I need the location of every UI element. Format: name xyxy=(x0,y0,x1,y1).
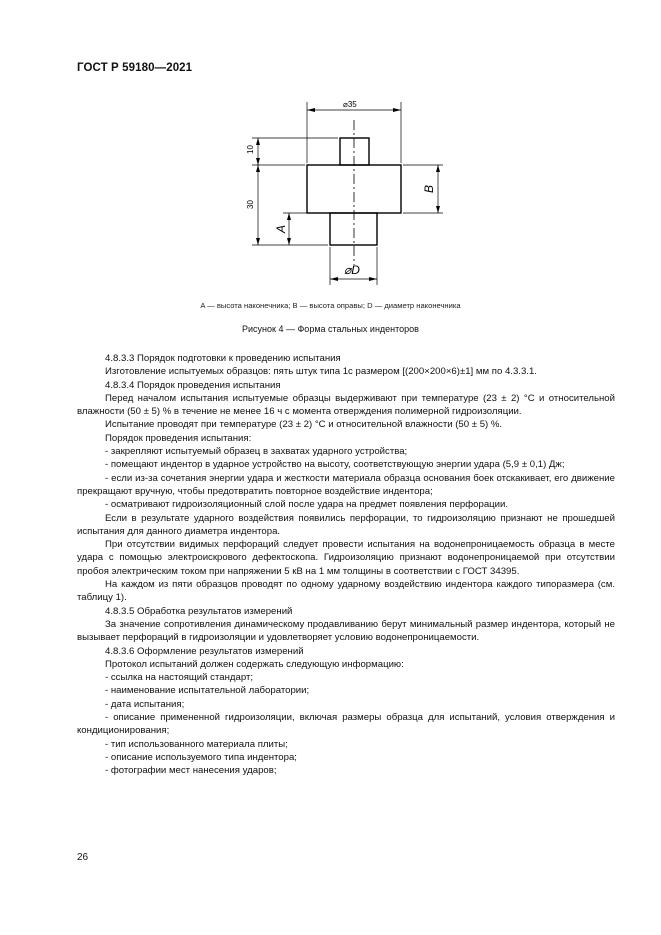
list-item: - закрепляют испытуемый образец в захватах ударного устройства; xyxy=(105,446,408,458)
list-item: - помещают индентор в ударное устройство на высоту, соответствующую энергии удара (5,9 ± 0,1) Дж; xyxy=(105,459,565,471)
paragraph: При отсутствии видимых перфораций следует провести испытания на водонепроницаемость образца в месте удара с помощью электроискрового дефектоскопа. Гидроизоляцию признают водонепроницаемой при отсутствии пробоя электрическим током при напряжении 5 кВ на 1 мм толщины в соответствии с ГОСТ 34395. xyxy=(77,539,615,577)
document-header: ГОСТ Р 59180—2021 xyxy=(77,62,193,74)
section-heading: 4.8.3.6 Оформление результатов измерений xyxy=(105,645,304,657)
document-body xyxy=(77,352,615,778)
paragraph: Изготовление испытуемых образцов: пять штук типа 1с размером [(200×200×6)±1] мм по 4.3.3.1. xyxy=(105,366,537,378)
page-number: 26 xyxy=(77,852,89,863)
list-item: - наименование испытательной лаборатории; xyxy=(105,685,310,697)
paragraph: Если в результате ударного воздействия появились перфорации, то гидроизоляцию признают не прошедшей испытания для данного диаметра индентора. xyxy=(77,512,615,537)
list-item: - фотографии мест нанесения ударов; xyxy=(105,765,277,777)
figure-caption: Рисунок 4 — Форма стальных инденторов xyxy=(242,324,419,334)
dim-10: 10 xyxy=(246,145,255,154)
label-d: ⌀D xyxy=(344,263,360,277)
section-heading: 4.8.3.5 Обработка результатов измерений xyxy=(105,605,293,617)
dim-diameter-35: ⌀35 xyxy=(343,100,357,109)
paragraph: За значение сопротивления динамическому продавливанию берут минимальный размер индентора, который не вызывает перфораций в гидроизоляции и удовлетворяет условию водонепроницаемости. xyxy=(77,618,615,644)
list-item: - осматривают гидроизоляционный слой после удара на предмет появления перфорации. xyxy=(105,499,509,511)
list-item: - дата испытания; xyxy=(105,698,185,710)
section-heading: 4.8.3.4 Порядок проведения испытания xyxy=(105,379,281,391)
list-item: - ссылка на настоящий стандарт; xyxy=(105,672,254,684)
label-a: A xyxy=(274,224,288,233)
label-b: B xyxy=(422,184,436,193)
paragraph: Протокол испытаний должен содержать следующую информацию: xyxy=(105,658,404,670)
paragraph: Перед началом испытания испытуемые образцы выдерживают при температуре (23 ± 2) °С и относительной влажности (50 ± 5) % в течение не менее 16 ч с момента отверждения полимерной гидроизоляции. xyxy=(77,392,615,418)
indenter-drawing xyxy=(0,0,661,300)
paragraph: Испытание проводят при температуре (23 ± 2) °С и относительной влажности (50 ± 5) %. xyxy=(105,419,503,431)
paragraph: На каждом из пяти образцов проводят по одному ударному воздействию индентора каждого типоразмера (см. таблицу 1). xyxy=(77,579,615,604)
paragraph: Порядок проведения испытания: xyxy=(105,432,252,444)
section-heading: 4.8.3.3 Порядок подготовки к проведению испытания xyxy=(105,353,341,364)
list-item: - описание примененной гидроизоляции, включая размеры образца для испытаний, условия отверждения и кондиционирования; xyxy=(77,712,615,737)
figure-legend: A — высота наконечника; B — высота оправы; D — диаметр наконечника xyxy=(200,301,461,310)
dim-30: 30 xyxy=(246,200,255,209)
list-item: - если из-за сочетания энергии удара и жесткости материала образца основания боек отскакивает, его движение прекращают вручную, чтобы предотвратить повторное воздействие индентора; xyxy=(77,472,615,497)
list-item: - описание используемого типа индентора; xyxy=(105,751,297,763)
list-item: - тип использованного материала плиты; xyxy=(105,738,288,750)
